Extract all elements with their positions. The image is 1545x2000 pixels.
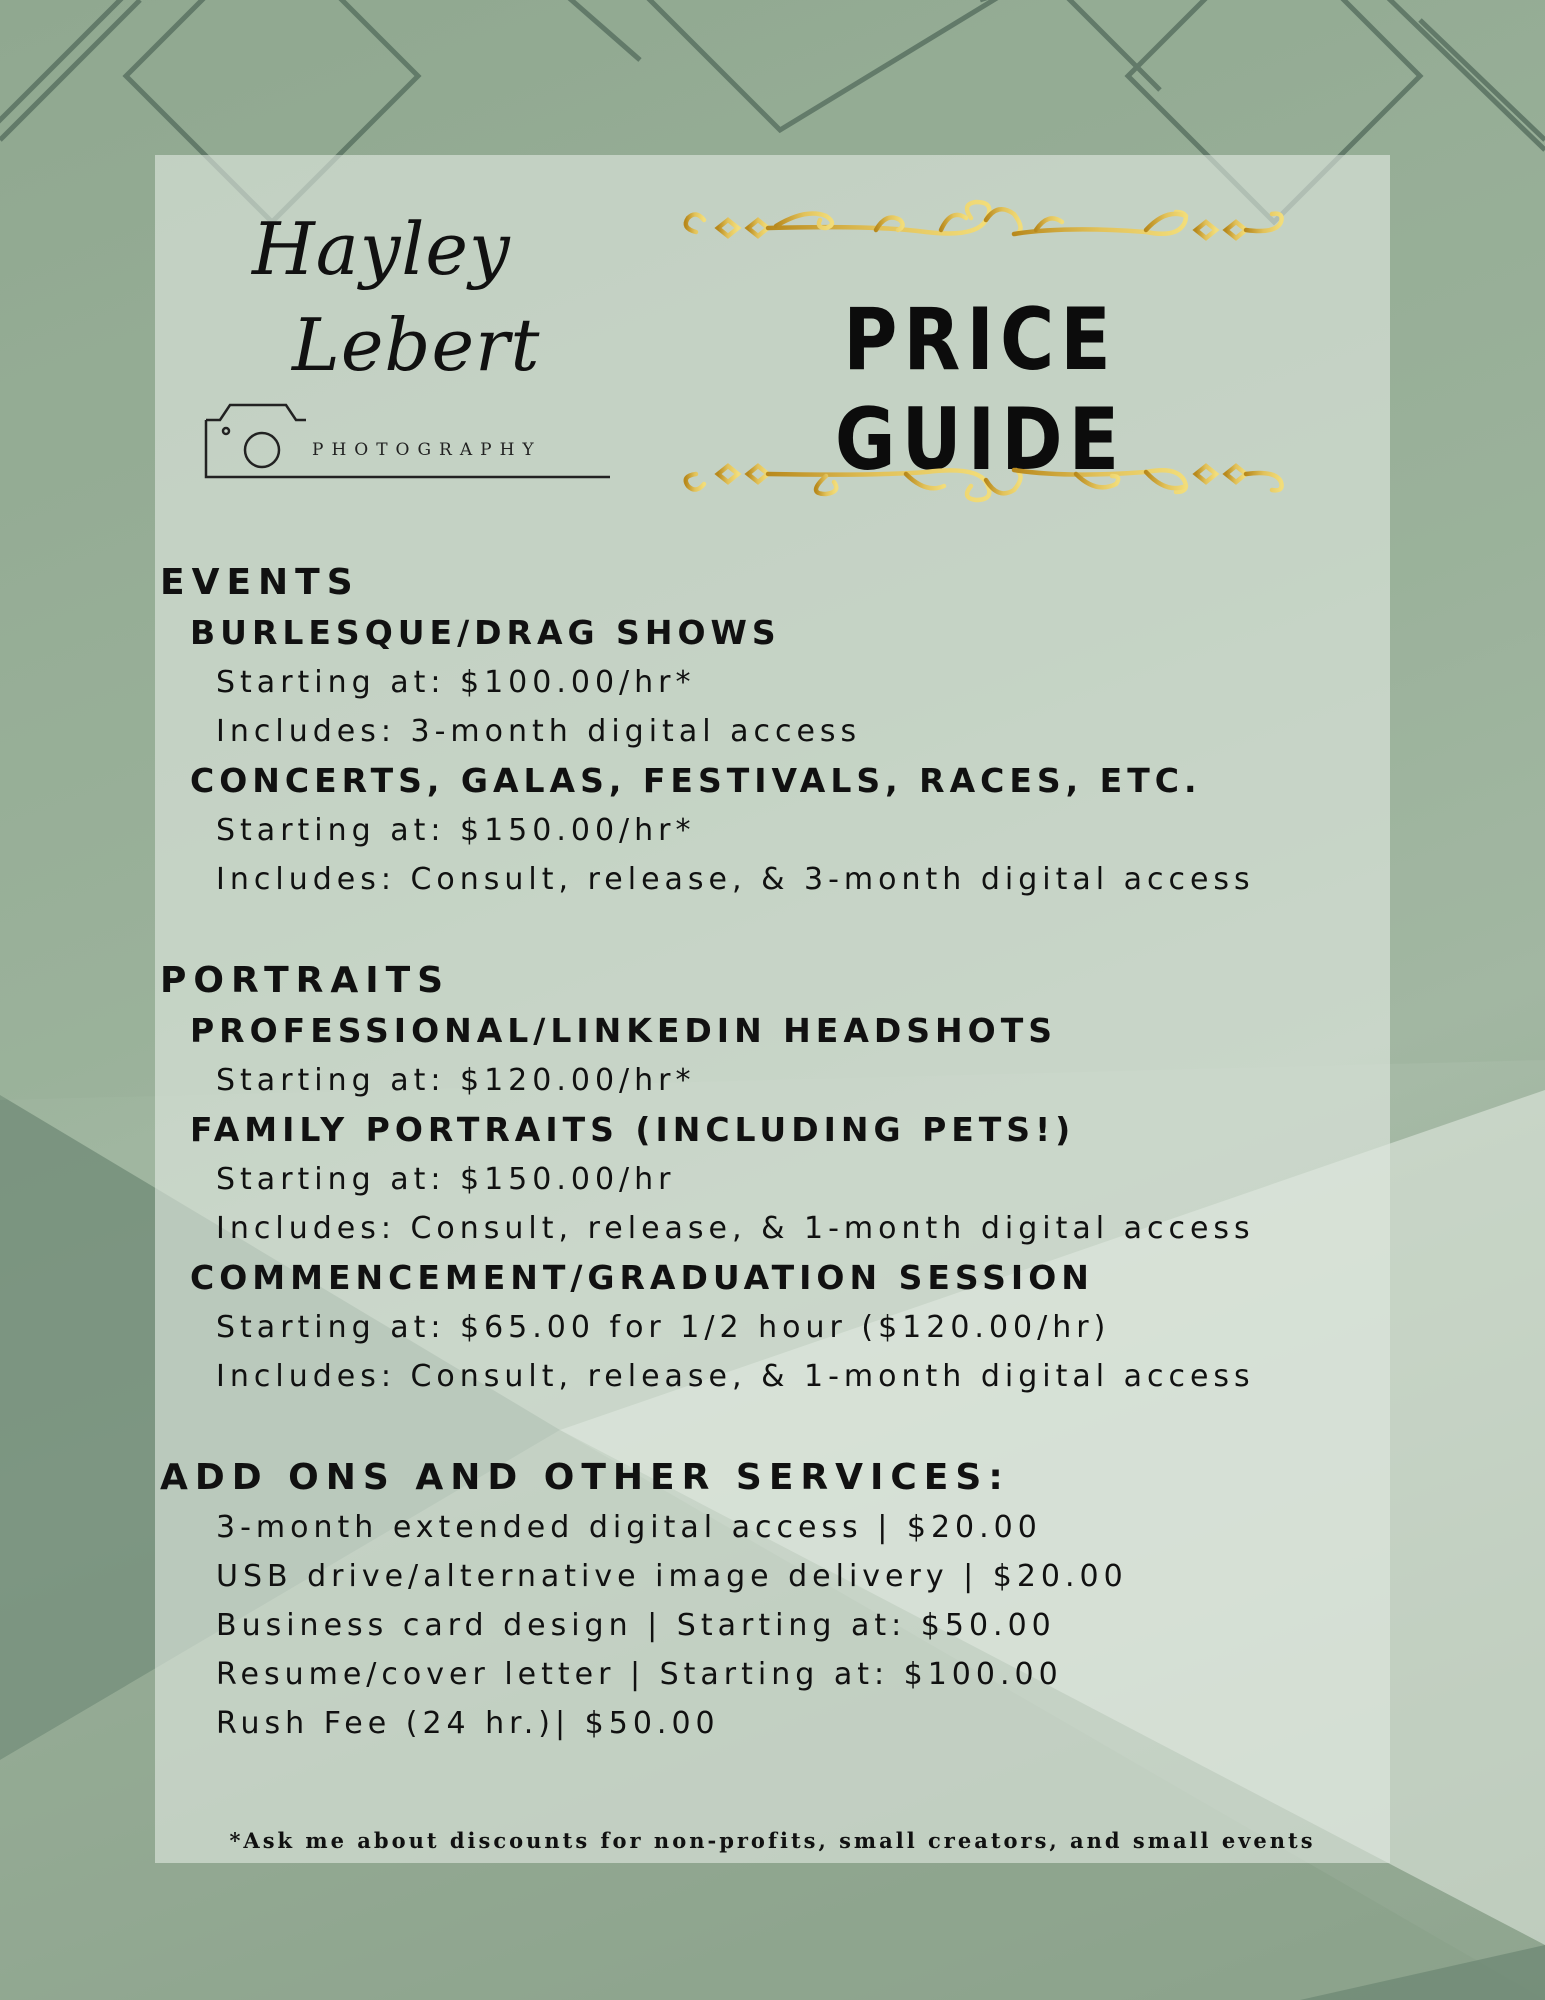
service-name: COMMENCEMENT/GRADUATION SESSION bbox=[190, 1258, 1094, 1297]
addon-item: USB drive/alternative image delivery | $20.00 bbox=[216, 1559, 1128, 1594]
addon-item: Business card design | Starting at: $50.00 bbox=[216, 1608, 1056, 1643]
service-name: CONCERTS, GALAS, FESTIVALS, RACES, ETC. bbox=[190, 761, 1202, 800]
service-detail: Includes: Consult, release, & 1-month digital access bbox=[216, 1211, 1255, 1246]
portraits-heading: PORTRAITS bbox=[160, 960, 451, 1001]
service-name: FAMILY PORTRAITS (INCLUDING PETS!) bbox=[190, 1110, 1076, 1149]
logo-last-name: Lebert bbox=[292, 303, 541, 387]
footnote: *Ask me about discounts for non-profits, small creators, and small events bbox=[229, 1828, 1316, 1853]
service-detail: Includes: Consult, release, & 1-month digital access bbox=[216, 1359, 1255, 1394]
addon-item: Rush Fee (24 hr.)| $50.00 bbox=[216, 1706, 720, 1741]
ornament-bottom bbox=[676, 450, 1296, 510]
addons-heading: ADD ONS AND OTHER SERVICES: bbox=[160, 1457, 1010, 1498]
service-detail: Starting at: $150.00/hr* bbox=[216, 813, 696, 848]
ornament-top bbox=[676, 190, 1296, 250]
logo-first-name: Hayley bbox=[252, 207, 511, 291]
logo-tagline: PHOTOGRAPHY bbox=[312, 440, 542, 460]
service-detail: Starting at: $100.00/hr* bbox=[216, 665, 696, 700]
addon-item: 3-month extended digital access | $20.00 bbox=[216, 1510, 1042, 1545]
service-name: BURLESQUE/DRAG SHOWS bbox=[190, 613, 781, 652]
service-detail: Includes: Consult, release, & 3-month digital access bbox=[216, 862, 1255, 897]
addon-item: Resume/cover letter | Starting at: $100.00 bbox=[216, 1657, 1063, 1692]
events-heading: EVENTS bbox=[160, 562, 360, 603]
service-detail: Starting at: $120.00/hr* bbox=[216, 1063, 696, 1098]
service-name: PROFESSIONAL/LINKEDIN HEADSHOTS bbox=[190, 1011, 1057, 1050]
logo bbox=[200, 195, 620, 495]
price-list bbox=[160, 558, 1385, 1748]
service-detail: Starting at: $150.00/hr bbox=[216, 1162, 676, 1197]
page-title: PRICE GUIDE bbox=[834, 290, 1126, 490]
service-detail: Starting at: $65.00 for 1/2 hour ($120.00/hr) bbox=[216, 1310, 1111, 1345]
service-detail: Includes: 3-month digital access bbox=[216, 714, 862, 749]
